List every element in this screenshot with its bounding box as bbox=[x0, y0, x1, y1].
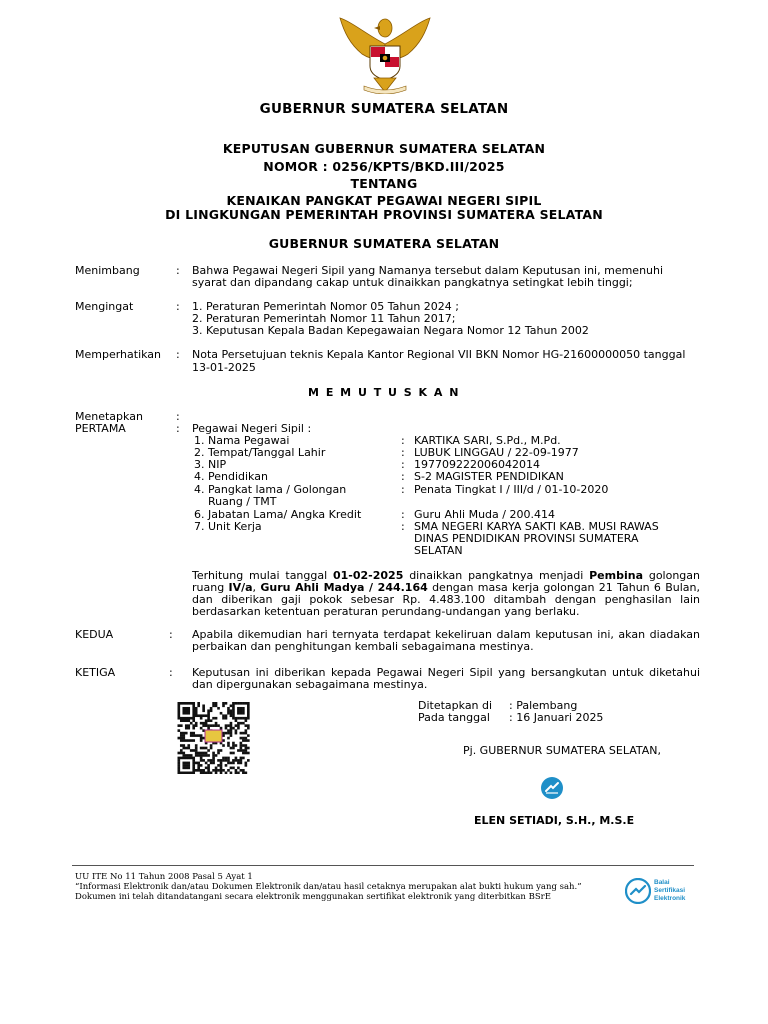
field-value: LUBUK LINGGAU / 22-09-1977 bbox=[414, 446, 579, 459]
issuer-title: GUBERNUR SUMATERA SELATAN bbox=[259, 101, 509, 117]
bsre-text-2: Sertifikasi bbox=[654, 887, 686, 894]
bsre-text-3: Elektronik bbox=[654, 895, 686, 902]
colon: : bbox=[401, 520, 405, 533]
result-text: , bbox=[252, 581, 261, 594]
bsre-logo-icon bbox=[625, 878, 695, 904]
colon: : bbox=[401, 470, 405, 483]
result-paragraph bbox=[192, 570, 700, 618]
mengingat-item: 2. Peraturan Pemerintah Nomor 11 Tahun 2017; bbox=[192, 312, 456, 325]
mengingat-label: Mengingat bbox=[75, 300, 134, 313]
colon: : bbox=[401, 483, 405, 496]
colon: : bbox=[169, 666, 173, 679]
mengingat-item: 3. Keputusan Kepala Badan Kepegawaian Negara Nomor 12 Tahun 2002 bbox=[192, 324, 589, 337]
about-label: TENTANG bbox=[350, 176, 418, 191]
result-text: dinaikkan pangkatnya menjadi bbox=[403, 569, 590, 582]
menetapkan-label: Menetapkan bbox=[75, 410, 143, 423]
colon: : bbox=[401, 458, 405, 471]
place-value: : Palembang bbox=[509, 699, 578, 712]
result-text: Terhitung mulai tanggal bbox=[192, 569, 333, 582]
field-label: 6. Jabatan Lama/ Angka Kredit bbox=[194, 508, 362, 521]
footer-line-1: UU ITE No 11 Tahun 2008 Pasal 5 Ayat 1 bbox=[75, 872, 253, 882]
ketiga-text: Keputusan ini diberikan kepada Pegawai Negeri Sipil yang bersangkutan untuk diketahui dan dipergunakan sebagaimana mestinya. bbox=[192, 666, 700, 691]
field-value: KARTIKA SARI, S.Pd., M.Pd. bbox=[414, 434, 561, 447]
result-text: golongan ruang bbox=[192, 569, 700, 594]
field-value: SMA NEGERI KARYA SAKTI KAB. MUSI RAWAS bbox=[414, 520, 659, 533]
menimbang-text-2: syarat dan dipandang cakap untuk dinaikkan pangkatnya setingkat lebih tinggi; bbox=[192, 276, 633, 289]
footer-line-3: Dokumen ini telah ditandatangani secara elektronik menggunakan sertifikat elektronik yang diterbitkan BSrE bbox=[75, 892, 551, 902]
subject-line-1: KENAIKAN PANGKAT PEGAWAI NEGERI SIPIL bbox=[226, 193, 542, 208]
ketiga-label: KETIGA bbox=[75, 666, 116, 679]
memperhatikan-label: Memperhatikan bbox=[75, 348, 162, 361]
colon: : bbox=[401, 446, 405, 459]
colon: : bbox=[176, 300, 180, 313]
memperhatikan-text-1: Nota Persetujuan teknis Kepala Kantor Regional VII BKN Nomor HG-21600000050 tanggal bbox=[192, 348, 686, 361]
field-label: 1. Nama Pegawai bbox=[194, 434, 290, 447]
field-label: 7. Unit Kerja bbox=[194, 520, 262, 533]
place-label: Ditetapkan di bbox=[418, 699, 493, 712]
subject-line-2: DI LINGKUNGAN PEMERINTAH PROVINSI SUMATERA SELATAN bbox=[165, 207, 603, 222]
field-label: 2. Tempat/Tanggal Lahir bbox=[194, 446, 326, 459]
result-grade: IV/a bbox=[228, 581, 253, 594]
colon: : bbox=[176, 410, 180, 423]
bsre-text-1: Balai bbox=[654, 879, 670, 886]
colon: : bbox=[176, 422, 180, 435]
colon: : bbox=[169, 628, 173, 641]
garuda-emblem-icon bbox=[336, 14, 434, 94]
field-value: Guru Ahli Muda / 200.414 bbox=[414, 508, 555, 521]
memperhatikan-text-2: 13-01-2025 bbox=[192, 361, 256, 374]
colon: : bbox=[176, 264, 180, 277]
authority-title: GUBERNUR SUMATERA SELATAN bbox=[268, 236, 500, 251]
kedua-label: KEDUA bbox=[75, 628, 114, 641]
field-value: S-2 MAGISTER PENDIDIKAN bbox=[414, 470, 564, 483]
kedua-text: Apabila dikemudian hari ternyata terdapat kekeliruan dalam keputusan ini, akan diadakan perbaikan dan penghitungan kembali sebagaimana mestinya. bbox=[192, 628, 700, 653]
result-position: Guru Ahli Madya / 244.164 bbox=[260, 581, 428, 594]
signer-name: ELEN SETIADI, S.H., M.S.E bbox=[474, 814, 635, 827]
field-label: 4. Pangkat lama / Golongan bbox=[194, 483, 347, 496]
field-value: Penata Tingkat I / III/d / 01-10-2020 bbox=[414, 483, 609, 496]
field-label: 3. NIP bbox=[194, 458, 227, 471]
field-value-continued: DINAS PENDIDIKAN PROVINSI SUMATERA bbox=[414, 532, 639, 545]
mengingat-item: 1. Peraturan Pemerintah Nomor 05 Tahun 2024 ; bbox=[192, 300, 460, 313]
on-behalf-title: Pj. GUBERNUR SUMATERA SELATAN, bbox=[463, 744, 661, 757]
decision-number: NOMOR : 0256/KPTS/BKD.III/2025 bbox=[263, 159, 505, 174]
footer-divider bbox=[72, 865, 694, 866]
decision-title: KEPUTUSAN GUBERNUR SUMATERA SELATAN bbox=[222, 141, 546, 156]
field-label: 4. Pendidikan bbox=[194, 470, 268, 483]
colon: : bbox=[401, 434, 405, 447]
field-label-continued: Ruang / TMT bbox=[208, 495, 277, 508]
e-signature-icon bbox=[540, 776, 564, 800]
qr-code-icon bbox=[175, 702, 252, 774]
date-value: : 16 Januari 2025 bbox=[509, 711, 604, 724]
result-rank: Pembina bbox=[589, 569, 644, 582]
colon: : bbox=[176, 348, 180, 361]
pns-label: Pegawai Negeri Sipil : bbox=[192, 422, 312, 435]
memutuskan-heading: M E M U T U S K A N bbox=[308, 386, 460, 399]
menimbang-label: Menimbang bbox=[75, 264, 140, 277]
menimbang-text-1: Bahwa Pegawai Negeri Sipil yang Namanya tersebut dalam Keputusan ini, memenuhi bbox=[192, 264, 664, 277]
result-date: 01-02-2025 bbox=[333, 569, 404, 582]
footer-line-2: “Informasi Elektronik dan/atau Dokumen Elektronik dan/atau hasil cetaknya merupakan alat bukti hukum yang sah.” bbox=[75, 882, 582, 892]
result-text: dengan masa kerja golongan 21 Tahun 6 Bulan, dan diberikan gaji pokok sebesar Rp. 4.483.100 ditambah dengan penghasilan lain berdasarkan ketentuan peraturan perundang-undangan yang berlaku. bbox=[192, 581, 701, 618]
field-value-continued: SELATAN bbox=[414, 544, 463, 557]
date-label: Pada tanggal bbox=[418, 711, 490, 724]
field-value: 197709222006042014 bbox=[414, 458, 540, 471]
pertama-label: PERTAMA bbox=[75, 422, 126, 435]
colon: : bbox=[401, 508, 405, 521]
